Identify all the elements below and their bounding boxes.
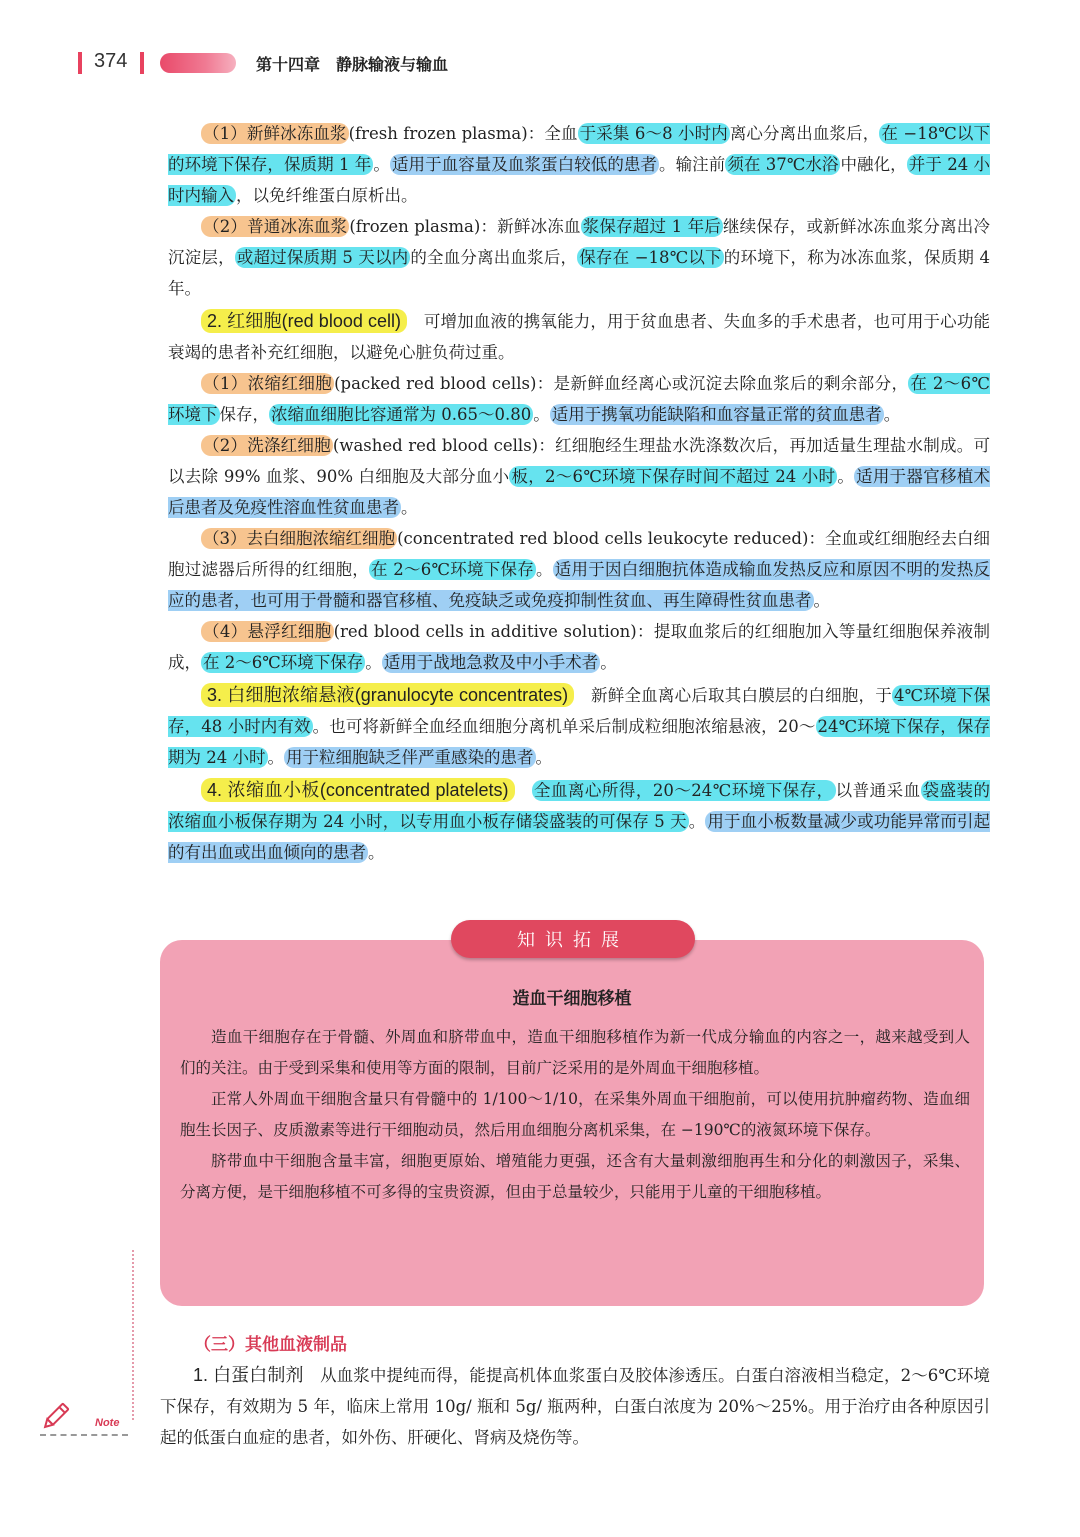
note-label: Note <box>95 1417 120 1429</box>
knowledge-body <box>180 1022 970 1208</box>
paragraph-fresh-frozen-plasma <box>168 118 990 211</box>
highlight: 适用于战地急救及中小手术者 <box>383 653 599 672</box>
term-highlight: （4）悬浮红细胞 <box>203 622 332 641</box>
text: 。 <box>533 405 550 424</box>
text: 。 <box>600 653 617 672</box>
highlight: 24℃环境下保存，保存期为 24 小时 <box>168 717 990 767</box>
highlight: 保存在 −18℃以下 <box>579 248 722 267</box>
text: 。 <box>883 405 901 424</box>
main-content <box>168 118 990 868</box>
text: 从血浆中提纯而得，能提高机体血浆蛋白及胶体渗透压。白蛋白溶液相当稳定，2～6℃环境下保存，有效期为 5 年，临床上常用 10g/ 瓶和 5g/ 瓶两种，白蛋白浓度为 20%～25%。用于治疗由各种原因引起的低蛋白血症的患者，如外伤、肝硬化、肾病及烧伤等。 <box>160 1366 990 1447</box>
text: 。 <box>813 591 830 610</box>
text: (packed red blood cells)：是新鲜血经离心或沉淀去除血浆后的剩余部分， <box>334 374 909 393</box>
paragraph-washed-rbc <box>168 430 990 523</box>
highlight: 于采集 6～8 小时内 <box>579 124 728 143</box>
knowledge-paragraph: 正常人外周血干细胞含量只有骨髓中的 1/100～1/10，在采集外周血干细胞前，可以使用抗肿瘤药物、造血细胞生长因子、皮质激素等进行干细胞动员，然后用血细胞分离机采集，在 −190℃的液氮环境下保存。 <box>180 1090 970 1139</box>
text: 。 <box>535 560 553 579</box>
text: 。 <box>373 155 390 174</box>
text: 。输注前 <box>659 155 726 174</box>
highlight: 须在 37℃水浴 <box>727 155 839 174</box>
header-bar-right <box>140 52 144 74</box>
paragraph-frozen-plasma <box>168 211 990 304</box>
text: 可增加血液的携氧能力，用于贫血患者、失血多的手术患者，也可用于心功能衰竭的患者补充红细胞，以避免心脏负荷过重。 <box>168 312 990 362</box>
heading-red-blood-cell: 2. 红细胞(red blood cell) <box>201 309 407 333</box>
text: 。 <box>837 467 855 486</box>
text: 中融化， <box>840 155 907 174</box>
text: 。 <box>535 748 552 767</box>
term-highlight: （3）去白细胞浓缩红细胞 <box>203 529 396 548</box>
highlight: 在 −18℃以下的环境下保存，保质期 1 年 <box>168 124 991 174</box>
pencil-icon <box>38 1400 72 1434</box>
text: (frozen plasma)：新鲜冰冻血 <box>349 217 581 236</box>
paragraph-leukoreduced-rbc <box>168 523 990 616</box>
section-heading: （三）其他血液制品 <box>194 1335 347 1355</box>
text: 。也可将新鲜全血经血细胞分离机单采后制成粒细胞浓缩悬液，20～ <box>312 717 816 736</box>
highlight: 浆保存超过 1 年后 <box>582 217 721 236</box>
highlight: 用于粒细胞缺乏伴严重感染的患者 <box>286 748 534 767</box>
text: 。 <box>368 843 385 862</box>
text: 。 <box>401 498 418 517</box>
text: 新鲜全血离心后取其白膜层的白细胞，于 <box>574 686 892 705</box>
text: 以普通采血 <box>835 781 921 800</box>
knowledge-paragraph: 造血干细胞存在于骨髓、外周血和脐带血中，造血干细胞移植作为新一代成分输血的内容之一，越来越受到人们的关注。由于受到采集和使用等方面的限制，目前广泛采用的是外周血干细胞移植。 <box>180 1028 970 1077</box>
section-body <box>160 1360 990 1453</box>
highlight: 适用于携氧功能缺陷和血容量正常的贫血患者 <box>551 405 882 424</box>
highlight: 适用于器官移植术后患者及免疫性溶血性贫血患者 <box>168 467 991 517</box>
highlight: 袋盛装的浓缩血小板保存期为 24 小时，以专用血小板存储袋盛装的可保存 5 天 <box>168 781 991 831</box>
highlight: 在 2～6℃环境下保存 <box>371 560 534 579</box>
heading-granulocyte: 3. 白细胞浓缩悬液(granulocyte concentrates) <box>201 683 574 707</box>
paragraph-suspended-rbc <box>168 616 990 678</box>
header-bar-left <box>78 52 82 74</box>
knowledge-title: 造血干细胞移植 <box>512 989 632 1009</box>
paragraph-platelets <box>168 775 990 868</box>
highlight: 全血离心所得，20～24℃环境下保存， <box>533 781 834 800</box>
paragraph-granulocyte <box>168 680 990 773</box>
heading-platelets: 4. 浓缩血小板(concentrated platelets) <box>201 778 515 802</box>
text: (concentrated red blood cells leukocyte reduced)：全血或红细胞经去白细胞过滤器后所得的红细胞， <box>168 529 991 579</box>
page-number: 374 <box>94 50 128 72</box>
highlight: 并于 24 小时内输入 <box>168 155 991 205</box>
highlight: 浓缩血细胞比容通常为 0.65～0.80 <box>271 405 532 424</box>
highlight: 板，2～6℃环境下保存时间不超过 24 小时 <box>511 467 836 486</box>
text: ，以免纤维蛋白原析出。 <box>236 186 418 205</box>
term-highlight: （2）普通冰冻血浆 <box>203 217 348 236</box>
text: 离心分离出血浆后， <box>729 124 880 143</box>
text: 保存， <box>219 405 269 424</box>
header-pill-decoration <box>160 53 236 73</box>
paragraph-packed-rbc <box>168 368 990 430</box>
highlight: 或超过保质期 5 天以内 <box>236 248 409 267</box>
chapter-title: 第十四章 静脉输液与输血 <box>256 55 449 74</box>
term-highlight: （1）浓缩红细胞 <box>203 374 333 393</box>
heading-albumin: 1. 白蛋白制剂 <box>193 1365 304 1385</box>
highlight: 在 2～6℃环境下保存 <box>203 653 364 672</box>
highlight: 适用于血容量及血浆蛋白较低的患者 <box>391 155 658 174</box>
text: 继续保存，或新鲜冰冻血浆分离出冷沉淀层， <box>168 217 990 267</box>
text: 。 <box>365 653 382 672</box>
text: 的全血分离出血浆后， <box>410 248 578 267</box>
highlight: 适用于因白细胞抗体造成输血发热反应和原因不明的发热反应的患者，也可用于骨髓和器官移植、免疫缺乏或免疫抑制性贫血、再生障碍性贫血患者 <box>168 560 991 610</box>
knowledge-tab-label: 知识拓展 <box>451 920 695 958</box>
paragraph-red-blood-cell <box>168 306 990 368</box>
note-underline <box>40 1434 128 1436</box>
text: 的环境下，称为冰冻血浆，保质期 4 年。 <box>168 248 991 298</box>
text: (red blood cells in additive solution)：提取血浆后的红细胞加入等量红细胞保养液制成， <box>168 622 991 672</box>
note-dotted-line <box>132 1250 134 1420</box>
term-highlight: （2）洗涤红细胞 <box>203 436 331 455</box>
text: (washed red blood cells)：红细胞经生理盐水洗涤数次后，再加适量生理盐水制成。可以去除 99% 血浆、90% 白细胞及大部分血小 <box>168 436 990 486</box>
paragraph-albumin <box>160 1360 990 1453</box>
knowledge-paragraph: 脐带血中干细胞含量丰富，细胞更原始、增殖能力更强，还含有大量刺激细胞再生和分化的刺激因子，采集、分离方便，是干细胞移植不可多得的宝贵资源，但由于总量较少，只能用于儿童的干细胞移植。 <box>180 1152 970 1201</box>
text: (fresh frozen plasma)：全血 <box>348 124 578 143</box>
text: 。 <box>688 812 706 831</box>
highlight: 4℃环境下保存，48 小时内有效 <box>168 686 990 736</box>
term-highlight: （1）新鲜冰冻血浆 <box>203 124 347 143</box>
highlight: 用于血小板数量减少或功能异常而引起的有出血或出血倾向的患者 <box>168 812 991 862</box>
highlight: 在 2～6℃环境下 <box>168 374 991 424</box>
text: 。 <box>267 748 284 767</box>
